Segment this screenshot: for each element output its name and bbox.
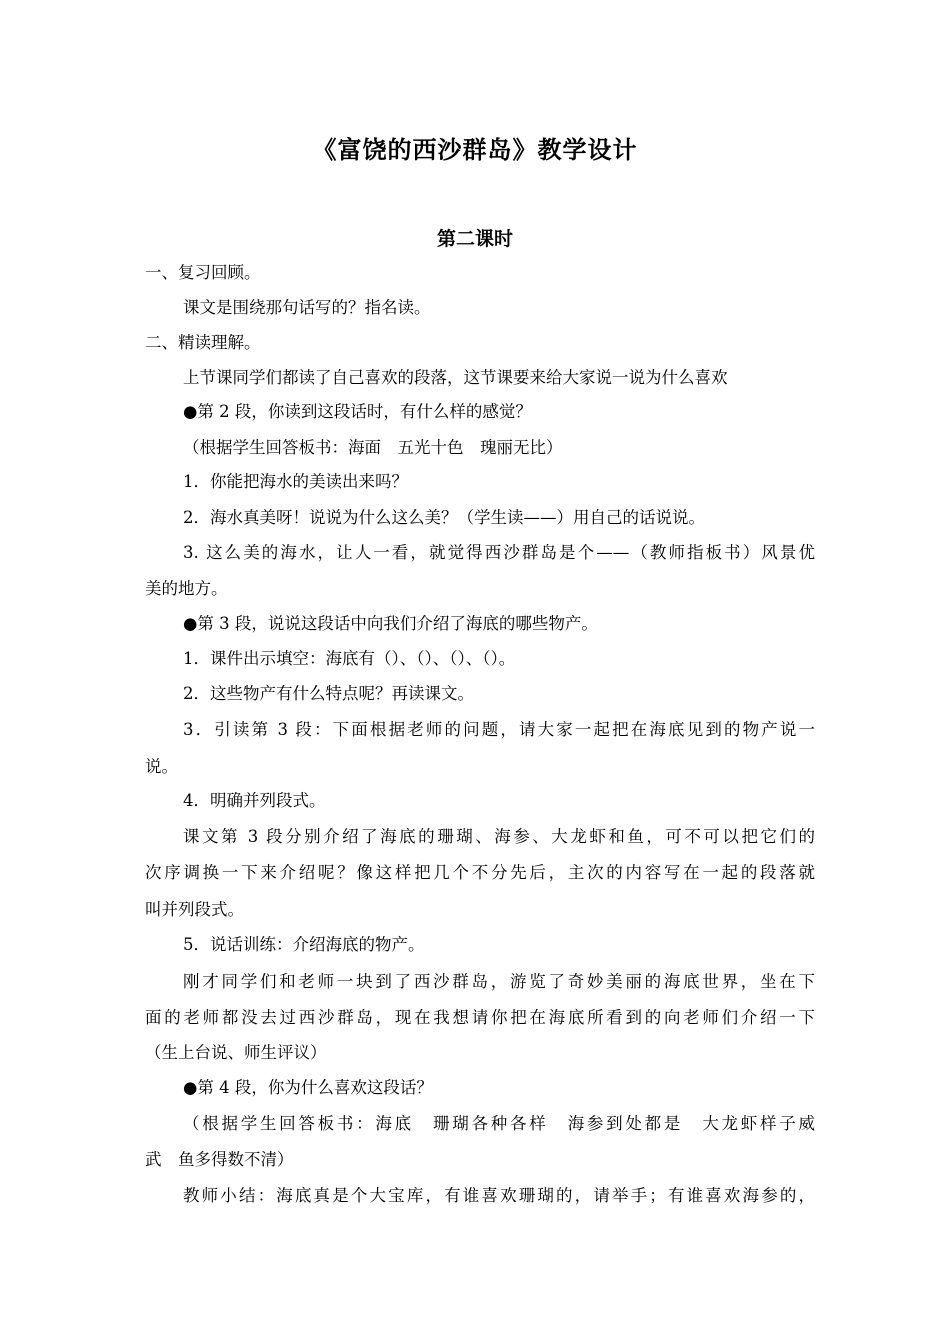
paragraph: （根据学生回答板书：海底 珊瑚各种各样 海参到处都是 大龙虾样子威 xyxy=(183,1114,815,1133)
paragraph: 刚才同学们和老师一块到了西沙群岛，游览了奇妙美丽的海底世界，坐在下 xyxy=(183,972,815,991)
paragraph-continuation: （生上台说、师生评议） xyxy=(145,1043,327,1062)
list-item: 4．明确并列段式。 xyxy=(183,791,326,810)
list-item: 1．你能把海水的美读出来吗？ xyxy=(183,472,408,491)
paragraph-continuation: 武 鱼多得数不清） xyxy=(145,1150,294,1169)
paragraph-continuation: 次序调换一下来介绍呢？像这样把几个不分先后，主次的内容写在一起的段落就 xyxy=(145,863,815,882)
list-item: 2．这些物产有什么特点呢？再读课文。 xyxy=(183,684,474,703)
list-item: 3．引读第 3 段：下面根据老师的问题，请大家一起把在海底见到的物产说一 xyxy=(183,720,815,739)
bullet-paragraph: ●第 3 段，说说这段话中向我们介绍了海底的哪些物产。 xyxy=(183,614,598,633)
list-item: 2．海水真美呀！说说为什么这么美？（学生读——）用自己的话说说。 xyxy=(183,508,705,527)
bullet-paragraph: ●第 4 段，你为什么喜欢这段话？ xyxy=(183,1078,433,1097)
paragraph: （根据学生回答板书：海面 五光十色 瑰丽无比） xyxy=(183,438,563,457)
paragraph: 上节课同学们都读了自己喜欢的段落，这节课要来给大家说一说为什么喜欢 xyxy=(183,368,728,387)
paragraph-continuation: 叫并列段式。 xyxy=(145,900,244,919)
paragraph-continuation: 美的地方。 xyxy=(145,579,228,598)
paragraph: 课文是围绕那句话写的？指名读。 xyxy=(183,298,431,317)
list-item: 5．说话训练：介绍海底的物产。 xyxy=(183,935,425,954)
section-heading-reading: 二、精读理解。 xyxy=(145,333,261,352)
paragraph: 教师小结：海底真是个大宝库，有谁喜欢珊瑚的，请举手；有谁喜欢海参的， xyxy=(183,1186,815,1205)
section-heading-review: 一、复习回顾。 xyxy=(145,263,261,282)
list-item: 3. 这么美的海水，让人一看，就觉得西沙群岛是个——（教师指板书）风景优 xyxy=(183,543,815,562)
paragraph-continuation: 说。 xyxy=(145,757,178,776)
document-title: 《富饶的西沙群岛》教学设计 xyxy=(312,135,638,164)
list-item: 1．课件出示填空：海底有（）、（）、（）、（）。 xyxy=(183,649,516,668)
bullet-paragraph: ●第 2 段，你读到这段话时，有什么样的感觉？ xyxy=(183,402,532,421)
paragraph: 课文第 3 段分别介绍了海底的珊瑚、海参、大龙虾和鱼，可不可以把它们的 xyxy=(183,827,815,846)
paragraph-continuation: 面的老师都没去过西沙群岛，现在我想请你把在海底所看到的向老师们介绍一下 xyxy=(145,1008,815,1027)
section-heading: 第二课时 xyxy=(436,228,513,250)
